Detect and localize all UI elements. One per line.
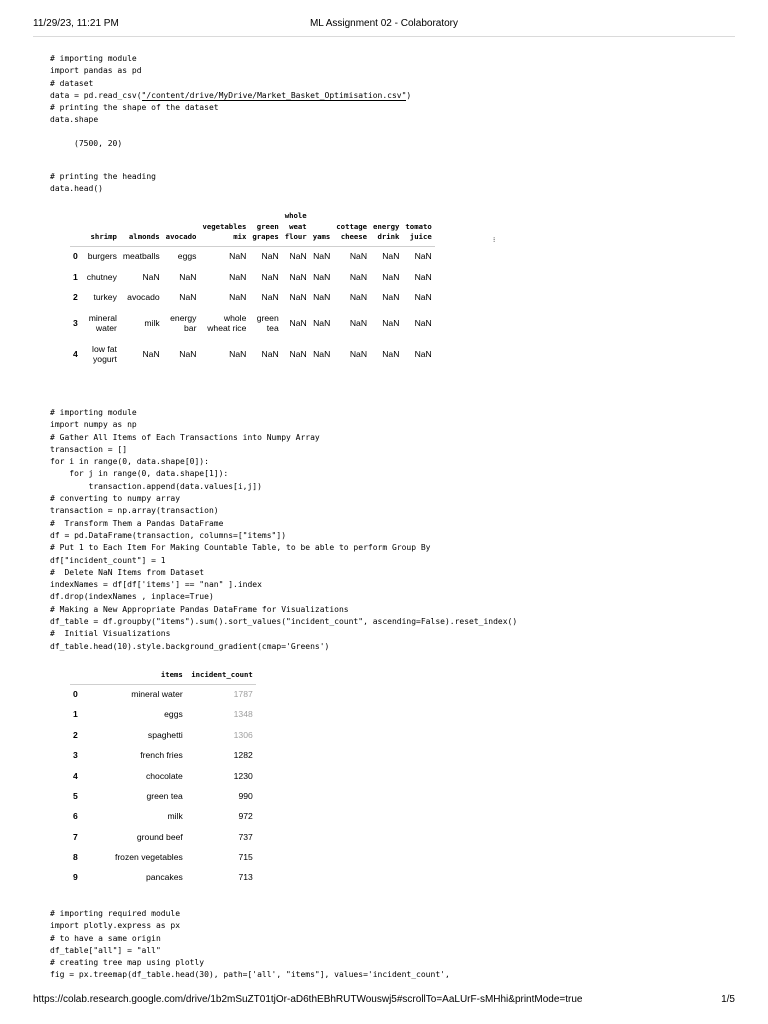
code-line: # dataset: [50, 78, 94, 88]
code-line: # importing module: [50, 408, 137, 417]
table-cell: NaN: [313, 317, 331, 328]
code-line: transaction = []: [50, 444, 128, 454]
item-name: ground beef: [136, 831, 183, 842]
code-line: data = pd.read_csv("/content/drive/MyDrive/Market_Basket_Optimisation.csv"): [50, 90, 412, 100]
row-index: 0: [73, 689, 78, 700]
table-cell: NaN: [229, 271, 247, 282]
column-header: [70, 666, 84, 684]
table-cell: NaN: [414, 251, 432, 262]
table-cell: NaN: [349, 292, 368, 302]
code-cell-read-csv[interactable]: [50, 53, 411, 127]
table-cell: NaN: [229, 348, 247, 359]
row-index: 3: [73, 750, 78, 761]
table-cell: NaN: [382, 348, 400, 359]
table-cell: NaN: [261, 271, 279, 282]
incident-count: 1306: [233, 729, 253, 740]
code-line: # Making a New Appropriate Pandas DataFrame for Visualizations: [50, 604, 349, 614]
table-cell: NaN: [289, 317, 307, 328]
incident-count: 990: [238, 790, 253, 801]
table-cell: NaN: [313, 348, 331, 359]
table-cell: NaN: [179, 348, 197, 359]
code-line: # converting to numpy array: [50, 494, 181, 504]
table-cell: NaN: [349, 317, 368, 328]
incident-count: 737: [238, 831, 253, 842]
table-cell: NaN: [349, 251, 368, 262]
code-line: import pandas as pd: [50, 66, 142, 76]
document-title: ML Assignment 02 - Colaboratory: [309, 18, 459, 29]
table-cell: NaN: [261, 251, 279, 262]
table-cell: NaN: [382, 271, 400, 282]
code-line: import numpy as np: [50, 420, 137, 430]
table-cell: low fat yogurt: [92, 343, 117, 364]
column-header: almonds: [128, 232, 160, 241]
code-line: # creating tree map using plotly: [50, 958, 205, 968]
code-line: df.drop(indexNames , inplace=True): [50, 592, 214, 602]
code-line: # importing required module: [50, 909, 181, 918]
code-line: fig = px.treemap(df_table.head(30), path=['all', "items"], values='incident_count',: [50, 970, 450, 980]
column-header: whole weat flour: [284, 211, 307, 241]
table-cell: NaN: [289, 348, 307, 359]
row-index: 2: [73, 292, 78, 302]
incident-count: 713: [238, 872, 253, 883]
table-cell: NaN: [289, 292, 307, 302]
code-line: # importing module: [50, 54, 137, 63]
table-cell: NaN: [382, 292, 400, 302]
code-line: # to have a same origin: [50, 933, 161, 943]
table-cell: NaN: [414, 292, 432, 302]
table-row: [70, 308, 435, 339]
table-cell: mineral water: [88, 312, 117, 333]
column-header: yams: [312, 232, 331, 241]
table-row: [70, 745, 256, 765]
table-cell: NaN: [289, 271, 307, 282]
row-index: 6: [73, 811, 78, 822]
table-cell: NaN: [261, 348, 279, 359]
head-dataframe-table: [70, 208, 435, 370]
code-line: # Gather All Items of Each Transactions into Numpy Array: [50, 432, 320, 442]
code-line: df_table.head(10).style.background_gradient(cmap='Greens'): [50, 641, 330, 651]
item-name: chocolate: [145, 770, 183, 781]
incident-count: 715: [238, 852, 253, 863]
incident-count: 972: [238, 811, 253, 822]
page-url: https://colab.research.google.com/drive/1b2mSuZT01tjOr-aD6thEBhRUTWouswj5#scrollTo=AaLUrF-sMHhi&printMode=true: [33, 994, 583, 1005]
truncation-mark: ⁝: [493, 236, 496, 244]
table-row: [70, 339, 435, 370]
code-line: df_table = df.groupby("items").sum().sort_values("incident_count", ascending=False).reset_index(): [50, 617, 518, 627]
print-datetime: 11/29/23, 11:21 PM: [33, 18, 119, 29]
table-cell: NaN: [414, 348, 432, 359]
table-row: [70, 267, 435, 288]
row-index: 8: [73, 852, 78, 863]
table-row: [70, 287, 435, 308]
table-cell: NaN: [349, 348, 368, 359]
table-cell: NaN: [313, 271, 331, 282]
code-line: # Put 1 to Each Item For Making Countable Table, to be able to perform Group By: [50, 543, 431, 553]
row-index: 2: [73, 729, 78, 740]
print-header: [0, 0, 768, 40]
table-row: [70, 766, 256, 786]
item-name: eggs: [164, 709, 183, 720]
row-index: 1: [73, 709, 78, 720]
column-header: [70, 208, 84, 246]
shape-output: (7500, 20): [74, 139, 123, 148]
table-cell: turkey: [93, 292, 117, 302]
item-name: mineral water: [131, 689, 183, 700]
table-cell: meatballs: [122, 251, 160, 262]
incident-count: 1348: [233, 709, 253, 720]
row-index: 3: [73, 317, 78, 328]
incident-count: 1282: [233, 750, 253, 761]
code-line: data.shape: [50, 115, 99, 125]
code-line: df["incident_count"] = 1: [50, 555, 166, 565]
row-index: 9: [73, 872, 78, 883]
code-line: # Delete NaN Items from Dataset: [50, 567, 205, 577]
table-cell: chutney: [86, 271, 117, 282]
table-row: [70, 704, 256, 724]
table-cell: NaN: [349, 271, 368, 282]
table-cell: NaN: [142, 271, 160, 282]
column-header: avocado: [165, 232, 197, 241]
table-cell: burgers: [87, 251, 117, 262]
code-line: df_table["all"] = "all": [50, 945, 161, 955]
item-name: milk: [167, 811, 183, 822]
table-row: [70, 684, 256, 704]
item-name: frozen vegetables: [114, 852, 183, 863]
table-row: [70, 868, 256, 888]
table-cell: NaN: [261, 292, 279, 302]
code-cell-head[interactable]: [50, 171, 156, 196]
print-footer: [0, 994, 768, 1008]
table-cell: NaN: [414, 271, 432, 282]
code-line: for i in range(0, data.shape[0]):: [50, 457, 209, 467]
item-name: pancakes: [145, 872, 183, 883]
table-row: [70, 847, 256, 867]
code-line: import plotly.express as px: [50, 921, 181, 931]
incident-count-table: [70, 666, 256, 888]
table-cell: NaN: [229, 251, 247, 262]
column-header: shrimp: [90, 232, 117, 241]
table-cell: NaN: [179, 271, 197, 282]
code-line: # Transform Them a Pandas DataFrame: [50, 518, 224, 528]
table-cell: NaN: [382, 317, 400, 328]
incident-count: 1230: [233, 770, 253, 781]
table-cell: avocado: [127, 292, 160, 302]
code-line: # printing the heading: [50, 172, 156, 181]
row-index: 7: [73, 831, 78, 842]
page-number: 1/5: [721, 994, 735, 1005]
table-cell: eggs: [177, 251, 197, 262]
row-index: 1: [73, 271, 78, 282]
table-cell: whole wheat rice: [207, 312, 247, 333]
item-name: spaghetti: [147, 729, 183, 740]
column-header: items: [160, 670, 183, 679]
table-cell: NaN: [179, 292, 197, 302]
code-line: # printing the shape of the dataset: [50, 103, 219, 113]
table-cell: NaN: [414, 317, 432, 328]
code-line: for j in range(0, data.shape[1]):: [50, 469, 229, 479]
item-name: french fries: [140, 750, 183, 761]
row-index: 5: [73, 790, 78, 801]
table-header-row: [70, 666, 256, 684]
column-header: tomato juice: [405, 221, 432, 241]
table-row: [70, 827, 256, 847]
column-header: energy drink: [373, 221, 400, 241]
item-name: green tea: [146, 790, 183, 801]
table-row: [70, 806, 256, 826]
column-header: incident_count: [191, 670, 253, 679]
table-cell: NaN: [229, 292, 247, 302]
code-cell-transactions[interactable]: [50, 407, 517, 653]
code-line: indexNames = df[df['items'] == "nan" ].index: [50, 580, 262, 590]
table-row: [70, 786, 256, 806]
table-cell: milk: [144, 317, 160, 328]
table-cell: NaN: [313, 292, 331, 302]
table-cell: NaN: [289, 251, 307, 262]
header-divider: [33, 36, 735, 37]
incident-count: 1787: [233, 689, 253, 700]
code-line: # Initial Visualizations: [50, 629, 171, 639]
table-cell: NaN: [382, 251, 400, 262]
table-row: [70, 246, 435, 267]
table-cell: energy bar: [170, 312, 197, 333]
column-header: vegetables mix: [202, 221, 247, 241]
column-header: green grapes: [252, 221, 279, 241]
table-header-row: [70, 208, 435, 246]
row-index: 4: [73, 770, 78, 781]
code-line: transaction.append(data.values[i,j]): [50, 481, 262, 491]
table-row: [70, 725, 256, 745]
table-cell: NaN: [313, 251, 331, 262]
row-index: 0: [73, 251, 78, 262]
table-cell: NaN: [142, 348, 160, 359]
column-header: cottage cheese: [336, 221, 368, 241]
row-index: 4: [73, 348, 78, 359]
code-line: transaction = np.array(transaction): [50, 506, 219, 516]
code-cell-treemap[interactable]: [50, 908, 450, 982]
table-cell: green tea: [256, 312, 279, 333]
code-line: df = pd.DataFrame(transaction, columns=["items"]): [50, 530, 287, 540]
code-line: data.head(): [50, 184, 103, 194]
